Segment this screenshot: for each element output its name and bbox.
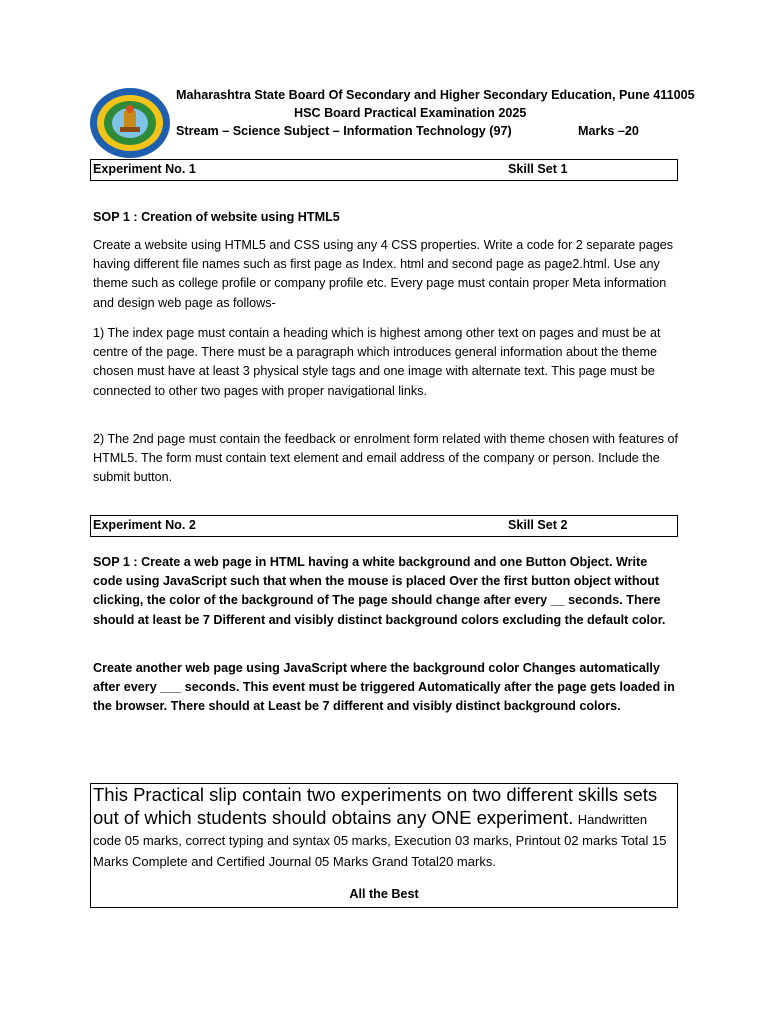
experiment-1-paragraph: Create a website using HTML5 and CSS using any 4 CSS properties. Write a code for 2 separate pages having different file names such as first page as Index. html and second page as page2.html. Use any theme such as college profile or company profile etc. Every page must contain proper Meta information and design web page as follows- xyxy=(93,238,674,310)
sop-1-title: SOP 1 : Creation of website using HTML5 xyxy=(93,210,340,224)
experiment-1-index-requirements: 1) The index page must contain a heading which is highest among other text on pages and must be at centre of the page. There must be a paragraph which introduces general information about the theme chosen must have at least 3 physical style tags and one image with alternate text. This page must be connected to other two pages with proper navigational links. xyxy=(93,326,661,398)
experiment-2-label: Experiment No. 2 xyxy=(93,518,196,532)
instructions-box xyxy=(90,783,678,908)
skill-set-1-label: Skill Set 1 xyxy=(508,162,568,176)
board-name: Maharashtra State Board Of Secondary and Higher Secondary Education, Pune 411005 xyxy=(176,88,695,102)
experiment-2-sop: SOP 1 : Create a web page in HTML having a white background and one Button Object. Write code using JavaScript such that when the mouse is placed Over the first button object without clicking, the color of the background of The page should change after every __ seconds. There should at least be 7 Different and visibly distinct background colors excluding the default color. xyxy=(93,555,666,627)
closing-note: All the Best xyxy=(349,887,419,901)
experiment-2-paragraph: Create another web page using JavaScript where the background color Changes automatically after every ___ seconds. This event must be triggered Automatically after the page gets loaded in the browser. There should at Least be 7 different and visibly distinct background colors. xyxy=(93,661,675,714)
skill-set-2-label: Skill Set 2 xyxy=(508,518,568,532)
experiment-1-label: Experiment No. 1 xyxy=(93,162,196,176)
experiment-2-header xyxy=(90,515,678,537)
stream-subject: Stream – Science Subject – Information Technology (97) xyxy=(176,124,512,138)
board-seal-icon xyxy=(89,87,171,159)
instructions-text xyxy=(93,784,676,872)
marks-breakdown: Handwritten code 05 marks, correct typing and syntax 05 marks, Execution 03 marks, Printout 02 marks Total 15 Marks Complete and Certified Journal 05 Marks Grand Total20 marks. xyxy=(93,812,667,869)
stream-subject-line xyxy=(176,124,696,138)
experiment-1-header xyxy=(90,159,678,181)
marks-label: Marks –20 xyxy=(578,124,639,138)
exam-title: HSC Board Practical Examination 2025 xyxy=(294,106,527,120)
experiment-1-form-requirements: 2) The 2nd page must contain the feedback or enrolment form related with theme chosen with features of HTML5. The form must contain text element and email address of the company or person. Include the submit button. xyxy=(93,432,679,485)
instructions-main: This Practical slip contain two experiments on two different skills sets out of which students should obtains any ONE experiment. xyxy=(93,784,658,828)
